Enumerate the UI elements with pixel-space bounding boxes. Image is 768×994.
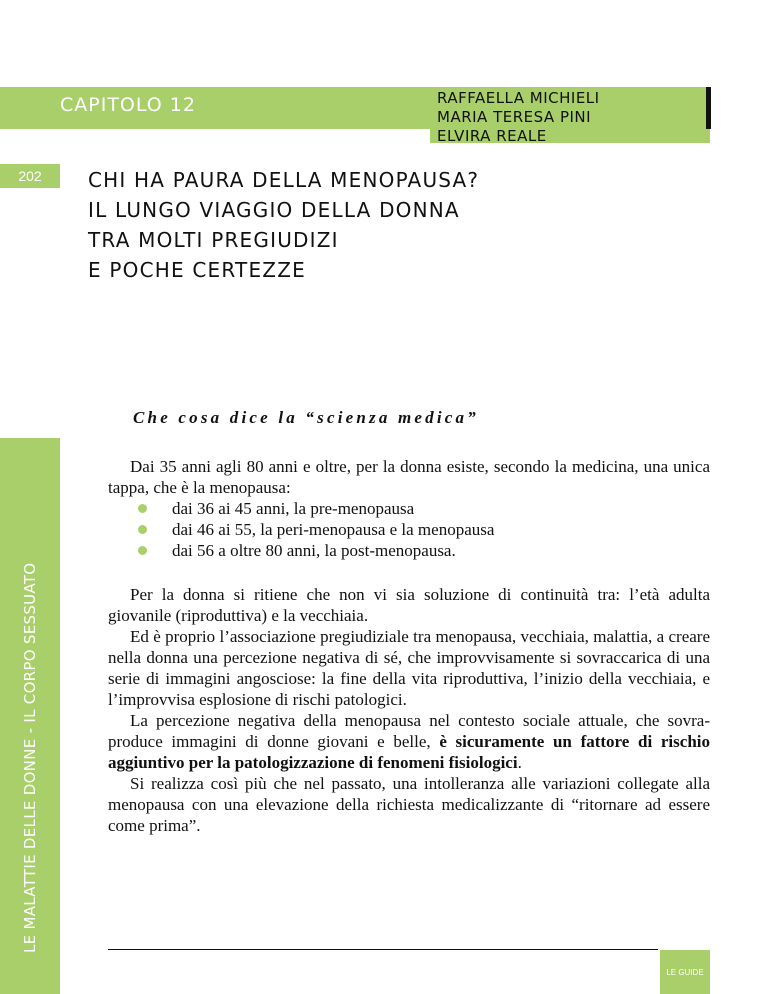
- chapter-label: CAPITOLO 12: [60, 94, 196, 116]
- chapter-title: [88, 165, 479, 285]
- body-paragraph: Si realizza così più che nel passato, una intolleranza alle variazioni collegate alla menopausa con una elevazione della richiesta medicalizzante di “ritornare ad essere come prima”.: [108, 774, 710, 835]
- chapter-title-line: CHI HA PAURA DELLA MENOPAUSA?: [88, 168, 480, 192]
- side-title: LE MALATTIE DELLE DONNE - IL CORPO SESSUATO: [21, 562, 39, 953]
- bullet-list: [138, 498, 494, 561]
- page-number: 202: [18, 168, 42, 184]
- section-title: Che cosa dice la “scienza medica”: [133, 408, 479, 427]
- page-number-box: [0, 164, 60, 188]
- bullet-item: dai 36 ai 45 anni, la pre-menopausa: [138, 498, 494, 519]
- chapter-title-line: TRA MOLTI PREGIUDIZI: [88, 228, 339, 252]
- body-paragraph: [108, 710, 710, 773]
- footer-rule: [108, 949, 658, 950]
- author-name: RAFFAELLA MICHIELI: [437, 89, 600, 107]
- body-paragraph: Per la donna si ritiene che non vi sia soluzione di continuità tra: l’età adulta giovanile (riproduttiva) e la vecchiaia.: [108, 585, 710, 625]
- paragraph-text: .: [517, 753, 522, 772]
- body-paragraphs: [108, 584, 710, 836]
- chapter-title-line: E POCHE CERTEZZE: [88, 258, 306, 282]
- authors-bar: [706, 87, 711, 129]
- chapter-title-line: IL LUNGO VIAGGIO DELLA DONNA: [88, 198, 460, 222]
- author-name: MARIA TERESA PINI: [437, 108, 592, 126]
- footer-label: LE GUIDE: [666, 967, 704, 977]
- paragraph-text: La percezione negativa della menopausa nel contesto sociale attuale, che sovra-produce immagini di donne giovani e belle,: [108, 711, 710, 751]
- bullet-item: dai 46 ai 55, la peri-menopausa e la menopausa: [138, 519, 494, 540]
- intro-paragraph: Dai 35 anni agli 80 anni e oltre, per la donna esiste, secondo la medicina, una unica tappa, che è la menopausa:: [108, 457, 710, 497]
- body-paragraph: Ed è proprio l’associazione pregiudiziale tra menopausa, vecchiaia, malattia, a creare nella donna una percezione negativa di sé, che improvvisamente si sovraccarica di una serie di immagini angosciose: la fine della vita riproduttiva, l’inizio della vecchiaia, e l’improvvisa esplosione di rischi patologici.: [108, 627, 710, 709]
- emphasis-text: è sicuramente un fattore di rischio aggiuntivo per la patologizzazione di fenomeni fisiologici: [108, 732, 710, 772]
- bullet-item: dai 56 a oltre 80 anni, la post-menopausa.: [138, 540, 494, 561]
- authors-list: [437, 89, 600, 146]
- footer-box: [660, 950, 710, 994]
- author-name: ELVIRA REALE: [437, 127, 547, 145]
